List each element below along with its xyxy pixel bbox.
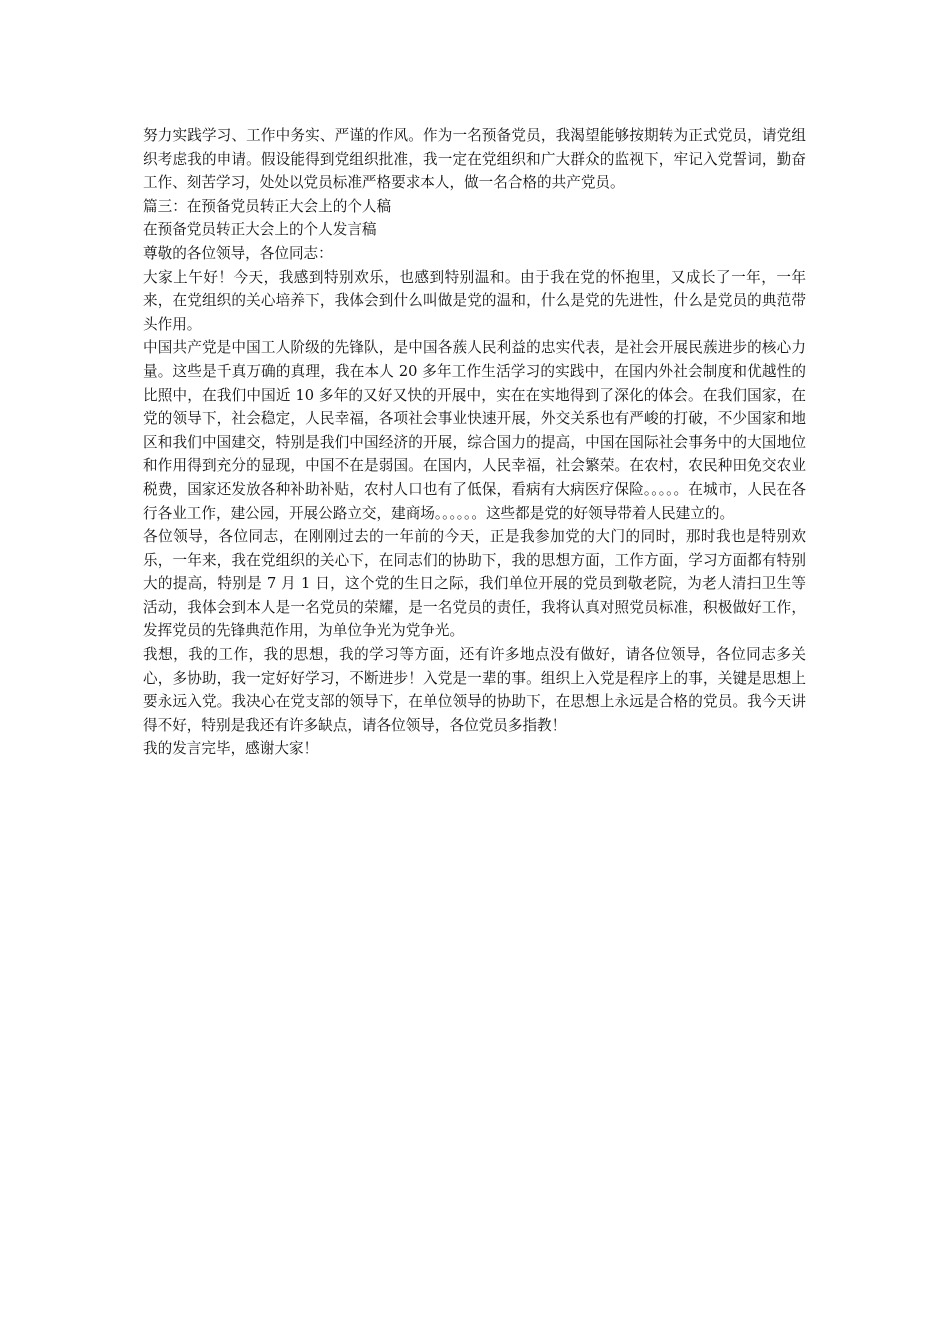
section-heading: 篇三：在预备党员转正大会上的个人稿 xyxy=(143,197,392,215)
salutation: 尊敬的各位领导，各位同志： xyxy=(143,244,333,262)
paragraph-party-vanguard: 中国共产党是中国工人阶级的先锋队，是中国各蔟人民利益的忠实代表，是社会开展民蔟进步的核心力量。这些是千真万确的真理，我在本人 20 多年工作生活学习的实践中，在国内外社会制度和优越性的比照中，在我们中国近 10 多年的又好又快的开展中，实在在实地得到了深化的体会。在我们国家，在党的领导下，社会稳定，人民幸福，各项社会事业快速开展，外交关系也有严峻的打破，不少国家和地区和我们中国建交，特别是我们中国经济的开展，综合国力的提高，中国在国际社会事务中的大国地位和作用得到充分的显现，中国不在是弱国。在国内，人民幸福，社会繁荣。在农村，农民种田免交农业税费，国家还发放各种补助补贴，农村人口也有了低保，看病有大病医疗保险。。。。。在城市，人民在各行各业工作，建公园，开展公路立交，建商场。。。。。。这些都是党的好领导带着人民建立的。 xyxy=(143,339,806,522)
closing-line: 我的发言完毕，感谢大家！ xyxy=(143,740,319,758)
document-body xyxy=(143,124,806,761)
paragraph-continued-application: 努力实践学习、工作中务实、严谨的作风。作为一名预备党员，我渴望能够按期转为正式党员，请党组织考虑我的申请。假设能得到党组织批准，我一定在党组织和广大群众的监视下，牢记入党誓词，勤奋工作、刻苦学习，处处以党员标准严格要求本人，做一名合格的共产党员。 xyxy=(143,127,806,192)
paragraph-year-review: 各位领导，各位同志，在刚刚过去的一年前的今天，正是我参加党的大门的同时，那时我也是特别欢乐，一年来，我在党组织的关心下，在同志们的协助下，我的思想方面，工作方面，学习方面都有特别大的提高，特别是 7 月 1 日，这个党的生日之际，我们单位开展的党员到敬老院，为老人清扫卫生等活动，我体会到本人是一名党员的荣耀，是一名党员的责任，我将认真对照党员标准，积极做好工作，发挥党员的先锋典范作用，为单位争光为党争光。 xyxy=(143,528,806,640)
paragraph-greeting: 大家上午好！今天，我感到特别欢乐，也感到特别温和。由于我在党的怀抱里，又成长了一年，一年来，在党组织的关心培养下，我体会到什么叫做是党的温和，什么是党的先进性，什么是党员的典范带头作用。 xyxy=(143,268,806,333)
paragraph-shortcomings: 我想，我的工作，我的思想，我的学习等方面，还有许多地点没有做好，请各位领导，各位同志多关心，多协助，我一定好好学习，不断进步！入党是一辈的事。组织上入党是程序上的事，关键是思想上要永远入党。我决心在党支部的领导下，在单位领导的协助下，在思想上永远是合格的党员。我今天讲得不好，特别是我还有许多缺点，请各位领导，各位党员多指教！ xyxy=(143,646,806,734)
speech-title: 在预备党员转正大会上的个人发言稿 xyxy=(143,221,377,239)
